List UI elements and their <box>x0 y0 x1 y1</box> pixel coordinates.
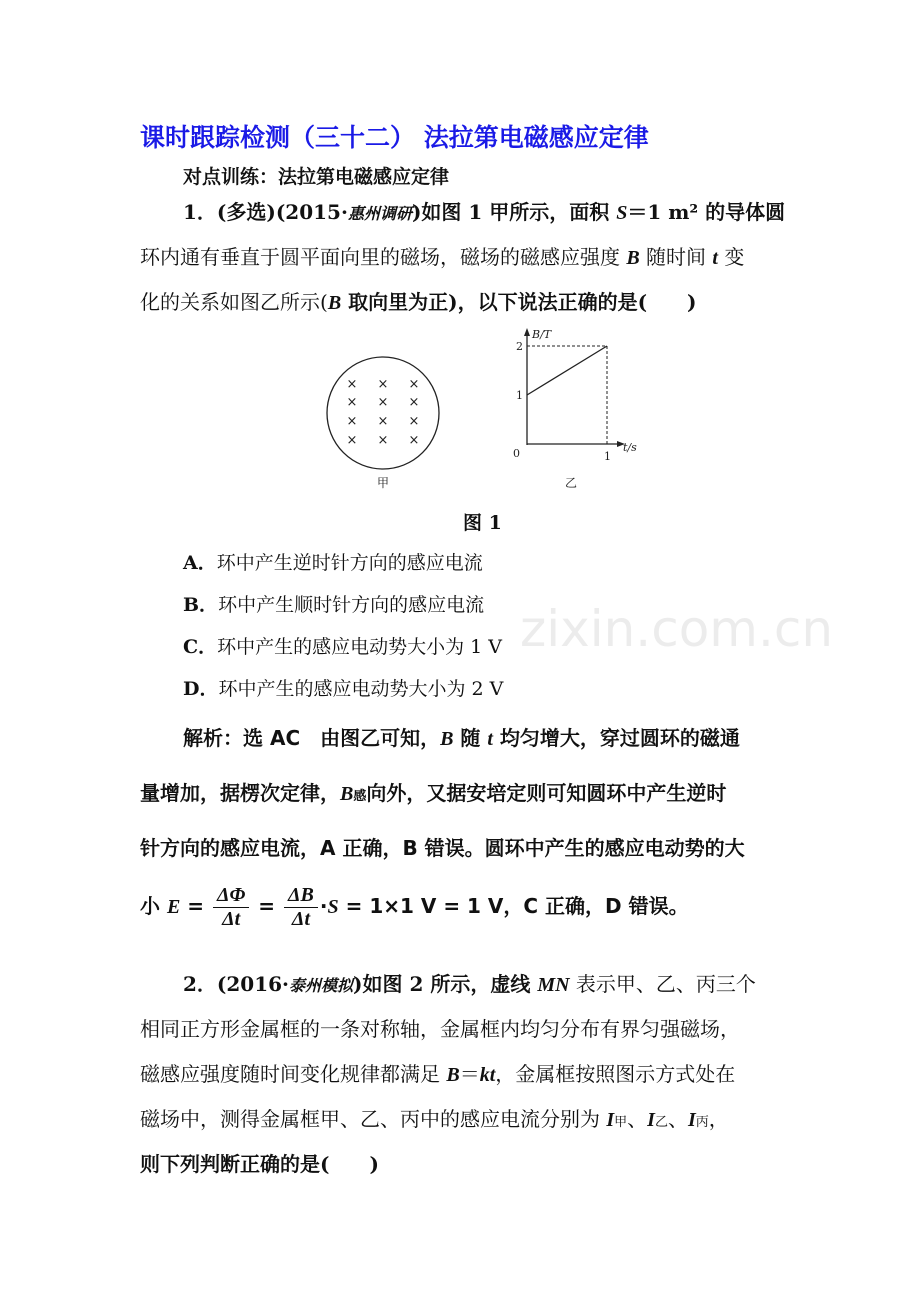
option-c: C．环中产生的感应电动势大小为 1 V <box>183 636 503 658</box>
figure-label-jia: 甲 <box>376 476 390 490</box>
figure-label-yi: 乙 <box>564 476 578 490</box>
q1-line-3: 化的关系如图乙所示(B 取向里为正)，以下说法正确的是( ) <box>140 290 697 314</box>
q2-line-4: 磁场中，测得金属框甲、乙、丙中的感应电流分别为 I甲、I乙、I丙， <box>140 1107 729 1131</box>
conducting-ring <box>327 357 439 469</box>
option-a: A．环中产生逆时针方向的感应电流 <box>183 552 483 574</box>
b-t-graph <box>513 328 637 463</box>
page-title: 课时跟踪检测（三十二） 法拉第电磁感应定律 <box>140 123 649 152</box>
y-axis-label: B/T <box>532 328 552 341</box>
field-cross-mark: × <box>377 433 389 448</box>
field-cross-mark: × <box>346 377 358 392</box>
field-cross-mark: × <box>346 433 358 448</box>
watermark: zixin.com.cn <box>520 600 834 658</box>
x-tick-label: 1 <box>604 450 611 463</box>
q1-source: 惠州调研 <box>347 204 412 223</box>
section-heading: 对点训练：法拉第电磁感应定律 <box>183 166 450 188</box>
field-cross-mark: × <box>346 395 358 410</box>
q2-line-1: 2．(2016·泰州模拟)如图 2 所示，虚线 MN 表示甲、乙、丙三个 <box>183 972 756 996</box>
q1-line-1: 1．(多选)(2015·惠州调研)如图 1 甲所示，面积 S＝1 m² 的导体圆 <box>183 200 786 224</box>
solution-line-4: 小 E = $\frac{\Delta\Phi}{\Delta t}$ = $\frac{\Delta B}{\Delta t}$ ·S = 1×1 V = 1 V，C 正确，D 错误。 <box>140 884 689 930</box>
field-cross-mark: × <box>408 395 420 410</box>
series-line <box>527 346 607 395</box>
fraction-flux: $\frac{\Delta\Phi}{\Delta t}$ <box>213 884 249 931</box>
y-tick-label: 2 <box>516 340 523 353</box>
field-cross-mark: × <box>377 414 389 429</box>
figure-1 <box>320 325 660 500</box>
q2-source: 泰州模拟 <box>289 976 354 995</box>
q2-line-3: 磁感应强度随时间变化规律都满足 B＝kt，金属框按照图示方式处在 <box>140 1062 736 1086</box>
figure-1-caption: 图 1 <box>463 512 502 534</box>
solution-line-2: 量增加，据楞次定律，B感向外，又据安培定则可知圆环中产生逆时 <box>140 781 727 805</box>
field-cross-mark: × <box>408 414 420 429</box>
field-cross-mark: × <box>377 395 389 410</box>
solution-line-3: 针方向的感应电流，A 正确，B 错误。圆环中产生的感应电动势的大 <box>140 836 745 860</box>
q1-line-2: 环内通有垂直于圆平面向里的磁场，磁场的磁感应强度 B 随时间 t 变 <box>140 245 745 269</box>
y-tick-label: 1 <box>516 389 523 402</box>
x-axis-label: t/s <box>623 441 637 454</box>
fraction-field: $\frac{\Delta B}{\Delta t}$ <box>284 884 318 931</box>
field-cross-mark: × <box>408 377 420 392</box>
q2-line-5: 则下列判断正确的是( ) <box>140 1152 379 1176</box>
origin-label: 0 <box>513 447 520 460</box>
y-axis-arrow <box>524 328 530 336</box>
field-cross-mark: × <box>408 433 420 448</box>
field-cross-mark: × <box>346 414 358 429</box>
q2-line-2: 相同正方形金属框的一条对称轴，金属框内均匀分布有界匀强磁场， <box>140 1017 740 1041</box>
option-b: B．环中产生顺时针方向的感应电流 <box>183 594 485 616</box>
solution-line-1: 解析：选 AC 由图乙可知，B 随 t 均匀增大，穿过圆环的磁通 <box>183 726 740 750</box>
option-d: D．环中产生的感应电动势大小为 2 V <box>183 678 504 700</box>
field-cross-mark: × <box>377 377 389 392</box>
